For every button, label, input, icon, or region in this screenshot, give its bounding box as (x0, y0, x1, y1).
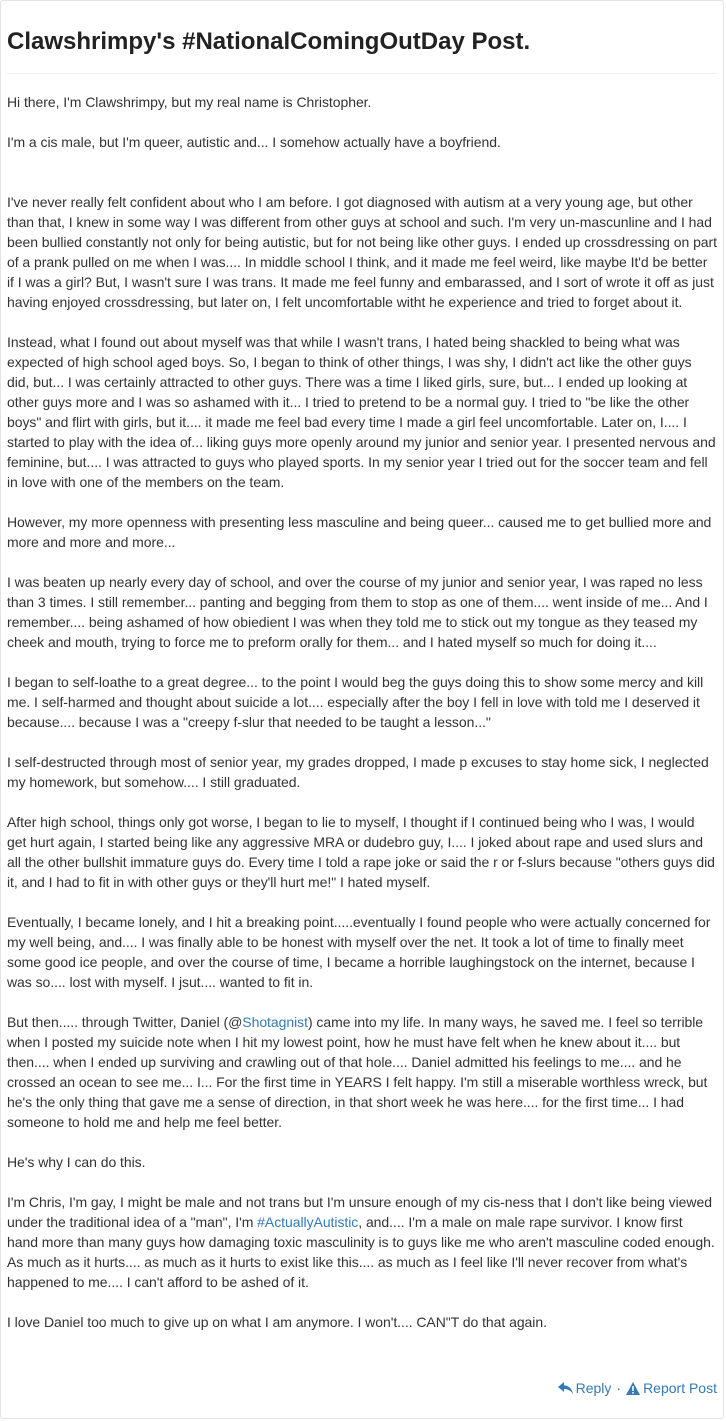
report-post-button[interactable] (626, 1378, 717, 1398)
paragraph-chris (7, 1192, 717, 1292)
actions-separator: · (616, 1380, 622, 1396)
paragraph-after-high-school: After high school, things only got worse, I began to lie to myself, I thought if I continued being who I was, I would get hurt again, I started being like any aggressive MRA or dudebro guy, I.... I joked about rape and used slurs and all the other bullshit immature guys do. Every time I told a rape joke or said the r or f-slurs because "others guys did it, and I had to fit in with other guys or they'll hurt me!" I hated myself. (7, 814, 715, 890)
paragraph-instead: Instead, what I found out about myself was that while I wasn't trans, I hated being shackled to being what was expected of high school aged boys. So, I began to think of other things, I was shy, I didn't act like the other guys did, but... I was certainly attracted to other guys. There was a time I liked girls, sure, but... I ended up looking at other guys more and I was so ashamed with it... I tried to pretend to be a normal guy. I tried to "be like the other boys" and flirt with girls, but it.... it made me feel bad every time I made a girl feel uncomfortable. Later on, I.... I started to play with the idea of... liking guys more openly around my junior and senior year. I presented nervous and feminine, but.... I was attracted to guys who played sports. In my senior year I tried out for the soccer team and fell in love with one of the members on the team. (7, 334, 716, 490)
paragraph-self-destructed: I self-destructed through most of senior year, my grades dropped, I made p excuses to stay home sick, I neglected my homework, but somehow.... I still graduated. (7, 754, 709, 790)
paragraph-chris-after: , and.... I'm a male on male rape survivor. I know first hand more than many guys how damaging toxic masculinity is to guys like me who aren't masculine coded enough. As much as it hurts.... as much as it hurts to exist like this.... as much as I feel like I'll never recover from what's happened to me.... I can't afford to be ashed of it. (7, 1214, 715, 1290)
report-post-label: Report Post (643, 1380, 717, 1396)
warning-icon (626, 1382, 640, 1395)
paragraph-self-loathe: I began to self-loathe to a great degree... to the point I would beg the guys doing this to show some mercy and kill me. I self-harmed and thought about suicide a lot.... especially after the boy I fell in love with told me I deserved it because.... because I was a "creepy f-slur that needed to be taught a lesson..." (7, 674, 704, 730)
reply-label: Reply (575, 1380, 612, 1396)
paragraph-daniel (7, 1012, 717, 1132)
paragraph-confidence: I've never really felt confident about who I am before. I got diagnosed with autism at a very young age, but other than that, I knew in some way I was different from other guys at school and such. I'm very un-mascunline and I had been bullied constantly not only for being autistic, but for not being like other guys. I ended up crossdressing on part of a prank pulled on me when I was.... In middle school I think, and it made me feel weird, like maybe It'd be better if I was a girl? But, I wasn't sure I was trans. It made me feel funny and embarassed, and I sort of wrote it off as just having enjoyed crossdressing, but later on, I felt uncomfortable witht he experience and tried to forget about it. (7, 194, 717, 310)
reply-icon (558, 1382, 573, 1395)
paragraph-daniel-before: But then..... through Twitter, Daniel (@ (7, 1014, 243, 1030)
paragraph-why: He's why I can do this. (7, 1154, 146, 1170)
post-actions (558, 1378, 717, 1398)
paragraph-beaten: I was beaten up nearly every day of school, and over the course of my junior and senior year, I was raped no less than 3 times. I still remember... panting and begging from them to stop as one of them.... went inside of me... And I remember.... being ashamed of how obiedient I was when they told me to stick out my tongue as they teased my cheek and mouth, trying to force me to preform orally for them... and I hated myself so much for doing it.... (7, 574, 708, 650)
paragraph-eventually: Eventually, I became lonely, and I hit a breaking point.....eventually I found people who were actually concerned for my well being, and.... I was finally able to be honest with myself over the net. It took a lot of time to finally meet some good ice people, and over the course of time, I became a horrible laughingstock on the internet, because I was so.... lost with myself. I jsut.... wanted to fit in. (7, 914, 711, 990)
paragraph-love-daniel: I love Daniel too much to give up on what I am anymore. I won't.... CAN"T do that again. (7, 1314, 547, 1330)
reply-button[interactable] (558, 1378, 612, 1398)
paragraph-openness: However, my more openness with presenting less masculine and being queer... caused me to get bullied more and more and more and more... (7, 514, 712, 550)
paragraph-chris-before: I'm Chris, I'm gay, I might be male and not trans but I'm unsure enough of my cis-ness that I don't like being viewed under the traditional idea of a "man", I'm (7, 1194, 712, 1230)
post-title: Clawshrimpy's #NationalComingOutDay Post. (7, 28, 531, 55)
actually-autistic-hashtag-link[interactable]: #ActuallyAutistic (257, 1214, 359, 1230)
paragraph-daniel-after: ) came into my life. In many ways, he saved me. I feel so terrible when I posted my suicide note when I hit my lowest point, how he must have felt when he knew about it.... but then.... when I ended up surviving and crawling out of that hole.... Daniel admitted his feelings to me.... and he crossed an ocean to see me... I... For the first time in YEARS I felt happy. I'm still a miserable worthless wreck, but he's the only thing that gave me a sense of direction, in that short week he was here.... for the first time... I had someone to hold me and help me feel better. (7, 1014, 708, 1130)
paragraph-intro: Hi there, I'm Clawshrimpy, but my real name is Christopher. (7, 94, 372, 110)
paragraph-identity: I'm a cis male, but I'm queer, autistic and... I somehow actually have a boyfriend. (7, 134, 501, 150)
shotagnist-link[interactable]: Shotagnist (242, 1014, 308, 1030)
post-body (1, 74, 723, 1332)
